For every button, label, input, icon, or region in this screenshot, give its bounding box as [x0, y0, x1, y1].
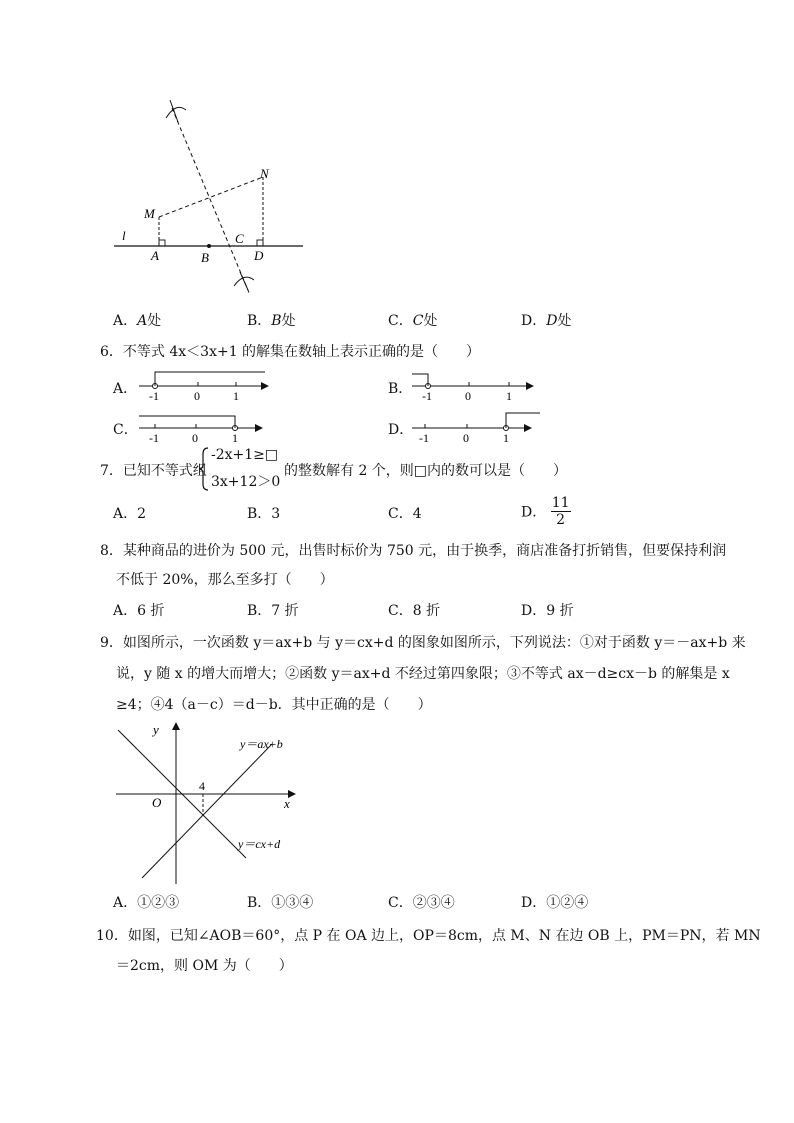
label-x: x: [284, 796, 290, 811]
q6-option-b[interactable]: B．: [388, 381, 413, 397]
label-m: M: [144, 206, 155, 221]
q9-option-a[interactable]: A．①②③: [113, 895, 180, 911]
q8-option-b[interactable]: B．7 折: [247, 603, 299, 619]
q9-line1: 9．如图所示，一次函数 y＝ax+b 与 y＝cx+d 的图象如图所示，下列说法：①对于函数 y＝－ax+b 来: [100, 635, 746, 651]
q7-fraction: $\frac{11}{2}$: [551, 495, 570, 528]
q7-brace: [198, 446, 210, 492]
q6-numberline-d[interactable]: [408, 406, 548, 446]
q5-option-c[interactable]: C．C处: [388, 313, 438, 329]
perpendicular-bisector: [172, 108, 250, 295]
label-line-ax-b: y＝ax+b: [240, 737, 283, 751]
svg-text:-1: -1: [419, 431, 429, 445]
q7-option-a[interactable]: A．2: [113, 506, 147, 522]
q8-line2: 不低于 20%，那么至多打（ ）: [116, 572, 334, 588]
label-n: N: [260, 166, 269, 181]
q7-option-d[interactable]: D． $\frac{11}{2}$: [521, 495, 570, 528]
q6-option-c[interactable]: C．: [113, 422, 138, 438]
label-l: l: [122, 228, 126, 243]
q5-option-a[interactable]: A．A处: [113, 313, 162, 329]
q6-numberline-c[interactable]: [135, 408, 275, 448]
svg-text:0: 0: [194, 389, 200, 403]
svg-text:-1: -1: [422, 389, 432, 403]
label-a: A: [151, 248, 159, 263]
q8-option-a[interactable]: A．6 折: [113, 603, 165, 619]
q8-option-c[interactable]: C．8 折: [388, 603, 441, 619]
q5-option-d[interactable]: D．D处: [521, 313, 572, 329]
q6-stem: 6．不等式 4x＜3x+1 的解集在数轴上表示正确的是（ ）: [100, 344, 481, 360]
label-b: B: [201, 250, 209, 265]
q6-option-d[interactable]: D．: [388, 422, 414, 438]
q9-line2: 说，y 随 x 的增大而增大；②函数 y＝ax+d 不经过第四象限；③不等式 ax－d≥cx－b 的解集是 x: [116, 666, 730, 682]
q9-line3: ≥4；④4（a－c）＝d－b．其中正确的是（ ）: [116, 697, 432, 713]
svg-text:0: 0: [463, 431, 469, 445]
label-c: C: [235, 231, 244, 246]
q8-line1: 8．某种商品的进价为 500 元，出售时标价为 750 元，由于换季，商店准备打折销售，但要保持利润: [100, 543, 727, 559]
q7-stem-pre: 7．已知不等式组: [100, 463, 207, 479]
label-four: 4: [199, 779, 205, 793]
svg-text:1: 1: [506, 389, 512, 403]
line-cx-plus-d: [142, 744, 272, 878]
svg-text:-1: -1: [149, 389, 159, 403]
q7-system-line2: 3x+12＞0: [211, 474, 281, 490]
svg-text:1: 1: [233, 389, 239, 403]
q10-line1: 10．如图，已知∠AOB＝60°，点 P 在 OA 边上，OP＝8cm，点 M、N 在边 OB 上，PM＝PN，若 MN: [96, 928, 761, 944]
q9-option-b[interactable]: B．①③④: [247, 895, 314, 911]
label-line-cx-d: y＝cx+d: [238, 837, 281, 851]
q5-option-b[interactable]: B．B处: [247, 313, 296, 329]
q6-numberline-b[interactable]: [408, 366, 548, 406]
svg-text:1: 1: [503, 431, 509, 445]
q9-option-c[interactable]: C．②③④: [388, 895, 455, 911]
q7-option-b[interactable]: B．3: [247, 506, 281, 522]
q9-graph-figure: [110, 718, 310, 886]
segment-mn: [159, 177, 263, 217]
svg-text:0: 0: [192, 431, 198, 445]
label-y: y: [153, 722, 159, 737]
q7-stem-post: 的整数解有 2 个，则□内的数可以是（ ）: [284, 463, 568, 479]
q7-option-c[interactable]: C．4: [388, 506, 422, 522]
q7-system-line1: -2x+1≥□: [211, 447, 279, 463]
svg-text:-1: -1: [149, 431, 159, 445]
point-b: [207, 244, 211, 248]
q6-option-a[interactable]: A．: [113, 381, 138, 397]
q6-numberline-a[interactable]: [135, 366, 275, 406]
q9-option-d[interactable]: D．①②④: [521, 895, 589, 911]
q8-option-d[interactable]: D．9 折: [521, 603, 574, 619]
label-d: D: [254, 248, 264, 263]
label-origin: O: [152, 795, 162, 810]
svg-text:1: 1: [232, 431, 238, 445]
q10-line2: ＝2cm，则 OM 为（ ）: [116, 958, 293, 974]
q5-geometry-figure: [100, 90, 330, 300]
svg-text:0: 0: [465, 389, 471, 403]
